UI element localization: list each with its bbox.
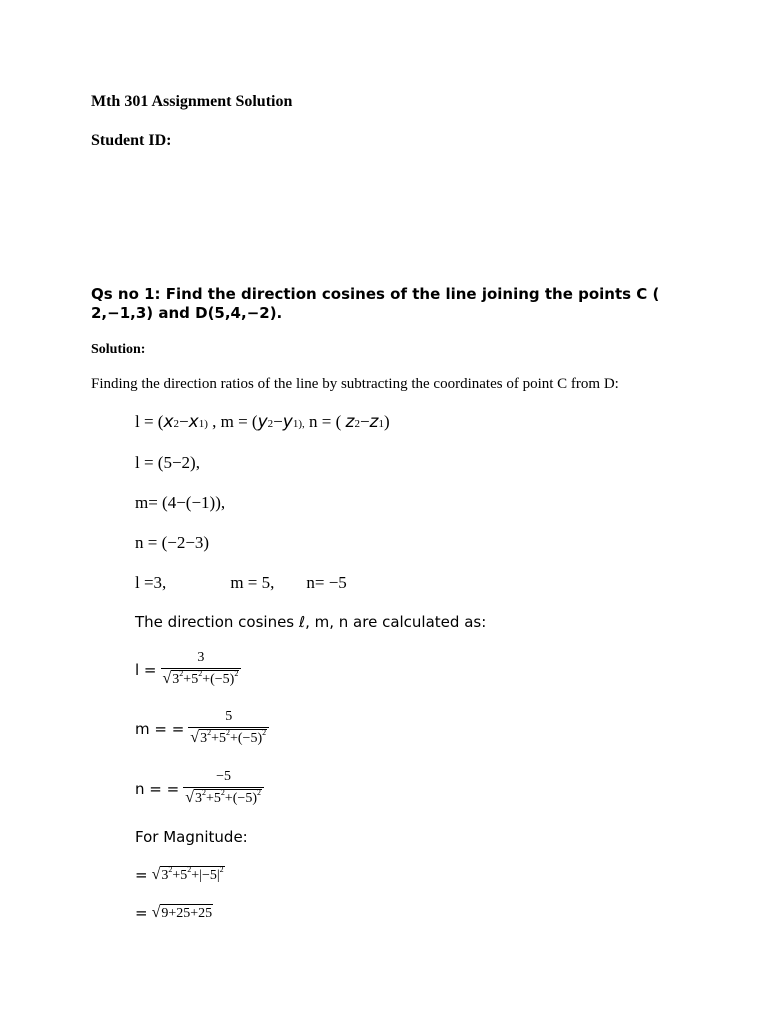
sqrt-icon: √ $3^2+5^2+|-5|^2$ (151, 865, 224, 883)
magnitude-step-2-radicand: 9+25+25 (161, 906, 213, 921)
sqrt-icon: √ $3^2+5^2+(-5)^2$ (185, 788, 261, 806)
m-cosine-label: m = = (135, 719, 185, 738)
l-cosine-label: l = (135, 660, 157, 679)
m-ratio-line: m= (4−(−1)), (135, 493, 226, 512)
magnitude-step-1 (135, 866, 225, 884)
formula-z1: z (369, 412, 379, 432)
m-cosine-denominator (188, 727, 269, 748)
magnitude-step-2 (135, 904, 213, 922)
n-cosine-expression (135, 769, 264, 808)
formula-close: ) (383, 412, 390, 431)
m-cosine-fraction (188, 709, 269, 748)
formula-sep-2: n = ( (304, 412, 346, 431)
n-cosine-numerator: −5 (216, 769, 232, 784)
magnitude-step-1-equals: = (135, 866, 148, 884)
formula-minus-1: − (179, 412, 189, 431)
m-cosine-expression (135, 709, 269, 748)
student-id-label: Student ID: (91, 132, 172, 149)
formula-x1-sub: 1) (198, 418, 208, 430)
formula-z2-sub: 2 (354, 418, 360, 430)
formula-x1: x (188, 412, 199, 432)
sqrt-icon: √ $3^2+5^2+(-5)^2$ (190, 728, 267, 746)
l-ratio-line: l = (5−2), (135, 453, 200, 472)
n-cosine-label: n = = (135, 779, 180, 798)
formula-x2: x (163, 412, 174, 432)
l-cosine-denominator (161, 668, 242, 689)
sqrt-icon: √ 9+25+25 (151, 904, 213, 921)
formula-minus-2: − (273, 412, 283, 431)
formula-z2: z (345, 412, 355, 432)
result-m: m = 5, (230, 573, 275, 592)
formula-y2: y (257, 412, 268, 432)
solution-label: Solution: (91, 342, 146, 357)
direction-ratio-formula (135, 412, 390, 432)
formula-x2-sub: 2 (173, 418, 180, 430)
document-title: Mth 301 Assignment Solution (91, 93, 293, 110)
magnitude-step-2-equals: = (135, 904, 148, 922)
l-cosine-expression (135, 650, 241, 689)
question-text: Qs no 1: Find the direction cosines of the line joining the points C ( 2,−1,3) and D(5,4,−2). (91, 285, 660, 322)
solution-intro: Finding the direction ratios of the line by subtracting the coordinates of point C from D: (91, 376, 619, 392)
n-cosine-denominator (183, 787, 264, 808)
n-cosine-fraction (183, 769, 264, 808)
formula-minus-3: − (359, 412, 370, 431)
result-l: l =3, (135, 573, 167, 592)
formula-z1-sub: 1 (378, 418, 384, 430)
formula-sep-1: , m = ( (207, 412, 258, 431)
formula-l-prefix: l = ( (135, 412, 164, 431)
result-n: n= −5 (306, 573, 347, 592)
formula-y2-sub: 2 (267, 418, 274, 430)
sqrt-icon: √ $3^2+5^2+(-5)^2$ (162, 669, 239, 687)
cosines-intro: The direction cosines ℓ, m, n are calculated as: (135, 613, 487, 631)
l-cosine-fraction (161, 650, 242, 689)
magnitude-label: For Magnitude: (135, 828, 248, 846)
m-cosine-numerator: 5 (225, 709, 233, 724)
l-cosine-numerator: 3 (197, 650, 205, 665)
ratio-results (135, 573, 347, 593)
formula-y1-sub: 1), (292, 418, 305, 430)
formula-y1: y (282, 412, 293, 432)
n-ratio-line: n = (−2−3) (135, 533, 210, 552)
